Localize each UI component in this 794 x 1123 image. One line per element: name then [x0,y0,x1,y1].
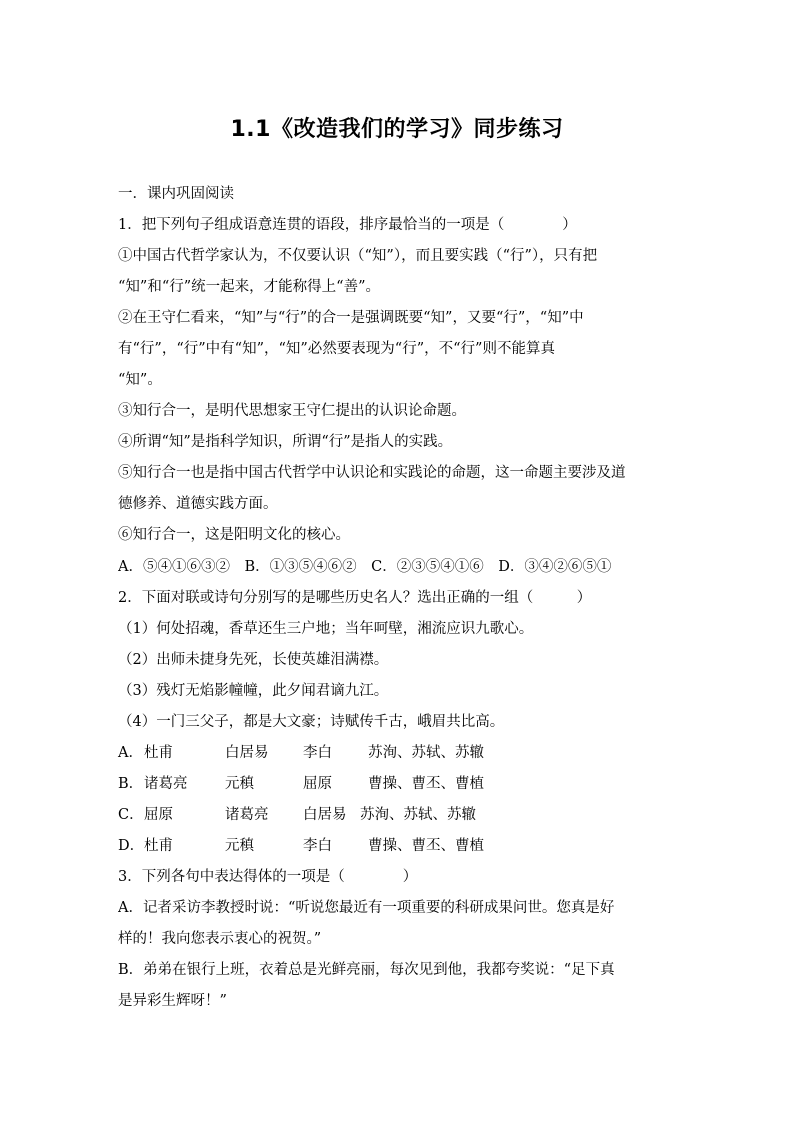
option-letter: D． [118,838,145,854]
option-letter: A． [118,745,143,761]
option-name-1: 屈原 [144,807,173,823]
q1-sentence-2-line-3: “知”。 [118,372,162,388]
question-1-stem: 1．把下列句子组成语意连贯的语段，排序最恰当的一项是（ ） [118,217,577,233]
q3-option-a-line-2: 样的！我向您表示衷心的祝贺。” [118,931,322,947]
q2-couplet-2: （2）出师未捷身先死，长使英雄泪满襟。 [118,652,389,668]
option-letter: B． [118,776,144,792]
option-letter: C． [118,807,144,823]
option-name-3: 屈原 [303,776,332,792]
q1-sentence-5-line-2: 德修养、道德实践方面。 [118,496,278,512]
option-name-2: 元稹 [225,776,254,792]
section-heading: 一．课内巩固阅读 [118,186,234,202]
q3-option-a-line-1: A．记者采访李教授时说：“听说您最近有一项重要的科研成果问世。您真是好 [118,900,615,916]
q1-sentence-4: ④所谓“知”是指科学知识，所谓“行”是指人的实践。 [118,434,453,450]
option-name-4: 苏洵、苏轼、苏辙 [368,745,484,761]
q3-option-b-line-1: B．弟弟在银行上班，衣着总是光鲜亮丽，每次见到他，我都夸奖说：“足下真 [118,962,615,978]
option-name-1: 杜甫 [144,838,173,854]
option-name-3: 李白 [303,745,332,761]
q1-sentence-2-line-2: 有“行”，“行”中有“知”，“知”必然要表现为“行”，不“行”则不能算真 [118,341,555,357]
question-2-stem: 2．下面对联或诗句分别写的是哪些历史名人？选出正确的一组（ ） [118,590,592,606]
option-name-3: 李白 [303,838,332,854]
option-name-4: 苏洵、苏轼、苏辙 [360,807,476,823]
q1-sentence-6: ⑥知行合一，这是阳明文化的核心。 [118,527,350,543]
q1-sentence-1-line-2: “知”和“行”统一起来，才能称得上“善”。 [118,279,380,295]
option-name-2: 元稹 [225,838,254,854]
question-3-stem: 3．下列各句中表达得体的一项是（ ） [118,869,418,885]
q2-couplet-4: （4）一门三父子，都是大文豪；诗赋传千古，峨眉共比高。 [118,714,505,730]
q3-option-b-line-2: 是异彩生辉呀！” [118,993,227,1009]
q1-sentence-2-line-1: ②在王守仁看来，“知”与“行”的合一是强调既要“知”，又要“行”，“知”中 [118,310,584,326]
document-title: 1.1《改造我们的学习》同步练习 [230,117,564,142]
option-name-2: 白居易 [225,745,269,761]
q2-couplet-1: （1）何处招魂，香草还生三户地；当年呵壁，湘流应识九歌心。 [118,621,534,637]
option-name-4: 曹操、曹丕、曹植 [368,838,484,854]
q1-sentence-1-line-1: ①中国古代哲学家认为，不仅要认识（“知”），而且要实践（“行”），只有把 [118,248,598,264]
option-name-2: 诸葛亮 [225,807,269,823]
q2-couplet-3: （3）残灯无焰影幢幢，此夕闻君谪九江。 [118,683,389,699]
option-name-1: 诸葛亮 [144,776,188,792]
q1-sentence-5-line-1: ⑤知行合一也是指中国古代哲学中认识论和实践论的命题，这一命题主要涉及道 [118,465,626,481]
option-name-1: 杜甫 [144,745,173,761]
option-name-3: 白居易 [303,807,347,823]
option-name-4: 曹操、曹丕、曹植 [368,776,484,792]
q1-options: A．⑤④①⑥③② B．①③⑤④⑥② C．②③⑤④①⑥ D．③④②⑥⑤① [118,559,612,575]
q1-sentence-3: ③知行合一，是明代思想家王守仁提出的认识论命题。 [118,403,466,419]
